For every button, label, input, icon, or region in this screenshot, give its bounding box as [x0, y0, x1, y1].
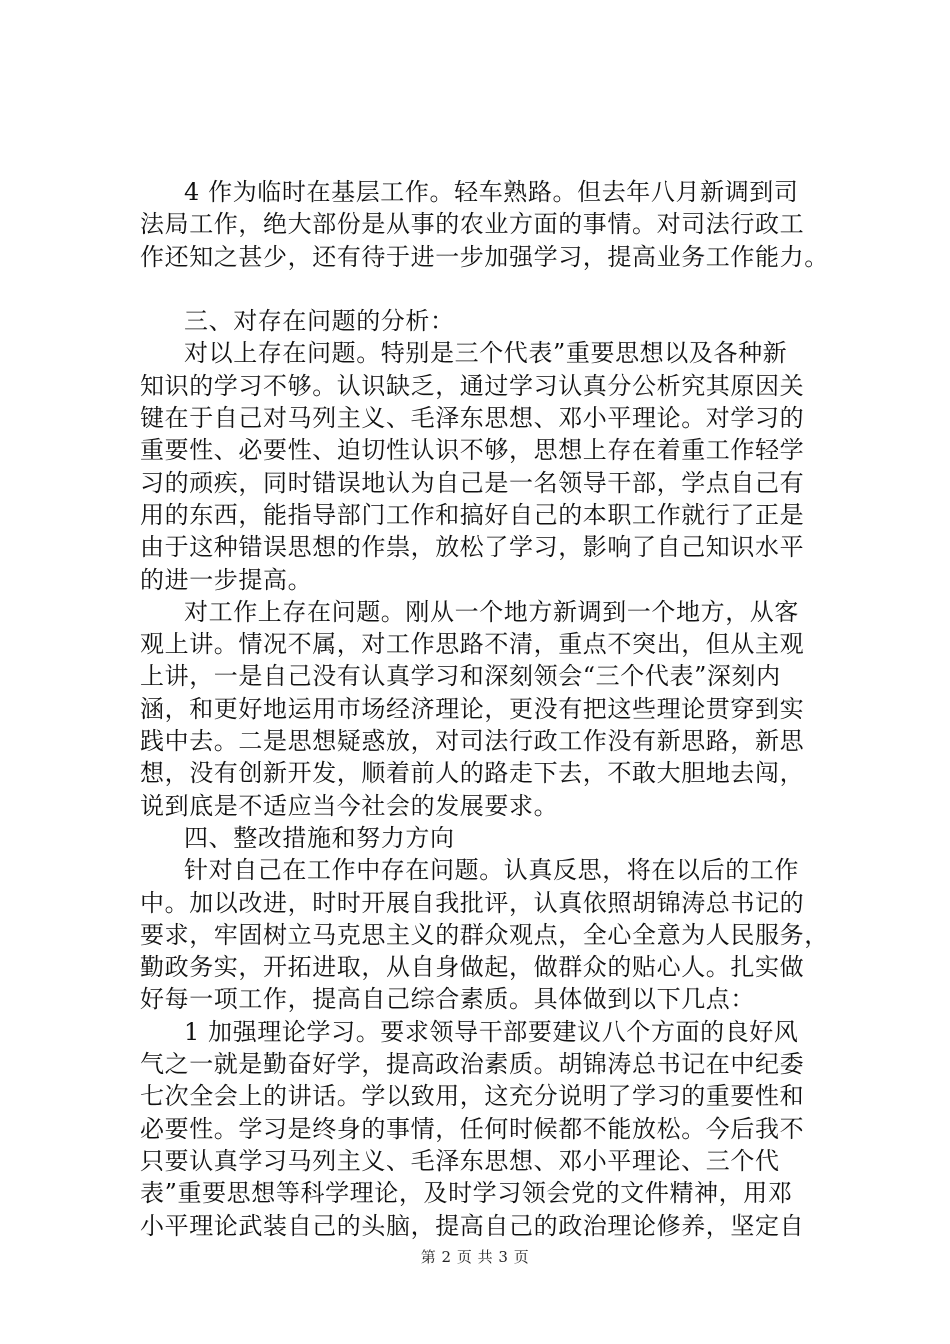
text-line: 观上讲。情况不属，对工作思路不清，重点不突出，但从主观	[140, 630, 805, 659]
text-line: 习的顽疾，同时错误地认为自己是一名领导干部，学点自己有	[140, 468, 805, 497]
text-line: 的进一步提高。	[140, 565, 313, 594]
text-line: 1 加强理论学习。要求领导干部要建议八个方面的良好风	[184, 1017, 799, 1046]
text-line: 想，没有创新开发，顺着前人的路走下去，不敢大胆地去闯，	[140, 759, 805, 788]
text-line: 上讲，一是自己没有认真学习和深刻领会“三个代表”深刻内	[140, 662, 781, 691]
text-line: 勤政务实，开拓进取，从自身做起，做群众的贴心人。扎实做	[140, 953, 805, 982]
page-footer: 第 2 页 共 3 页	[420, 1248, 530, 1266]
text-line: 三、对存在问题的分析：	[184, 307, 455, 336]
text-line: 七次全会上的讲话。学以致用，这充分说明了学习的重要性和	[140, 1082, 805, 1111]
text-line: 只要认真学习马列主义、毛泽东思想、邓小平理论、三个代	[140, 1146, 780, 1175]
text-line: 4 作为临时在基层工作。轻车熟路。但去年八月新调到司	[184, 178, 799, 206]
text-line: 法局工作，绝大部份是从事的农业方面的事情。对司法行政工	[140, 210, 805, 239]
text-line: 表”重要思想等科学理论，及时学习领会党的文件精神，用邓	[140, 1179, 793, 1208]
text-line: 涵，和更好地运用市场经济理论，更没有把这些理论贯穿到实	[140, 694, 805, 723]
text-line: 要求，牢固树立马克思主义的群众观点，全心全意为人民服务，	[140, 920, 829, 949]
document-body	[140, 176, 840, 1242]
text-line: 知识的学习不够。认识缺乏，通过学习认真分公析究其原因关	[140, 371, 805, 400]
text-line: 对以上存在问题。特别是三个代表”重要思想以及各种新	[184, 339, 788, 368]
paragraph-gap	[140, 273, 840, 305]
text-line: 践中去。二是思想疑惑放，对司法行政工作没有新思路，新思	[140, 727, 805, 756]
text-line: 对工作上存在问题。刚从一个地方新调到一个地方，从客	[184, 597, 799, 626]
text-line: 由于这种错误思想的作祟，放松了学习，影响了自己知识水平	[140, 533, 805, 562]
text-line: 作还知之甚少，还有待于进一步加强学习，提高业务工作能力。	[140, 242, 829, 271]
text-line: 好每一项工作，提高自己综合素质。具体做到以下几点：	[140, 985, 755, 1014]
text-line: 针对自己在工作中存在问题。认真反思，将在以后的工作	[184, 856, 799, 885]
text-line: 中。加以改进，时时开展自我批评，认真依照胡锦涛总书记的	[140, 888, 805, 917]
text-line: 小平理论武装自己的头脑，提高自己的政治理论修养，坚定自	[140, 1211, 805, 1240]
text-line: 用的东西，能指导部门工作和搞好自己的本职工作就行了正是	[140, 500, 805, 529]
text-line: 键在于自己对马列主义、毛泽东思想、邓小平理论。对学习的	[140, 404, 805, 433]
text-line: 必要性。学习是终身的事情，任何时候都不能放松。今后我不	[140, 1114, 805, 1143]
text-line: 说到底是不适应当今社会的发展要求。	[140, 791, 559, 820]
text-line: 重要性、必要性、迫切性认识不够，思想上存在着重工作轻学	[140, 436, 805, 465]
text-line: 气之一就是勤奋好学，提高政治素质。胡锦涛总书记在中纪委	[140, 1050, 805, 1079]
text-line: 四、整改措施和努力方向	[184, 823, 455, 852]
